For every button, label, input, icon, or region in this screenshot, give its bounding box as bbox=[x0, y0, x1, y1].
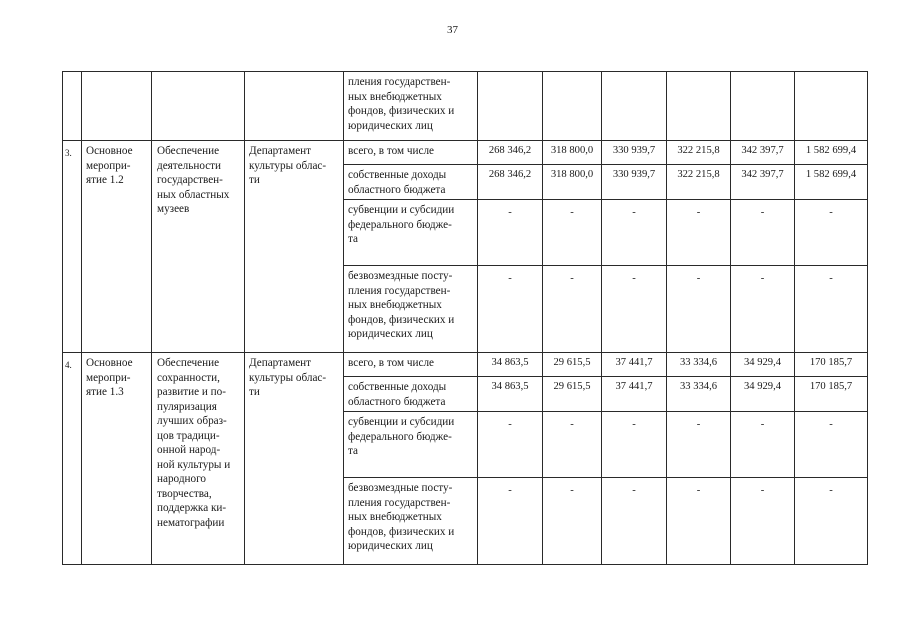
activity-description: Обеспечение деятельности государствен- ных областных музеев bbox=[152, 141, 245, 353]
value-cell: - bbox=[667, 478, 731, 565]
row-index: 4. bbox=[63, 353, 82, 565]
value-cell: 268 346,2 bbox=[478, 165, 543, 200]
value-cell: 342 397,7 bbox=[731, 165, 795, 200]
value-cell: 330 939,7 bbox=[602, 165, 667, 200]
table-row bbox=[63, 353, 868, 377]
value-cell: - bbox=[478, 266, 543, 353]
value-cell: 318 800,0 bbox=[543, 141, 602, 165]
value-cell: 34 863,5 bbox=[478, 353, 543, 377]
value-cell: 37 441,7 bbox=[602, 377, 667, 412]
table-row bbox=[63, 141, 868, 165]
value-cell: - bbox=[667, 412, 731, 478]
value-cell: 170 185,7 bbox=[795, 353, 868, 377]
value-cell: - bbox=[602, 266, 667, 353]
row-index: 3. bbox=[63, 141, 82, 353]
value-cell: 37 441,7 bbox=[602, 353, 667, 377]
budget-table bbox=[62, 71, 868, 565]
value-cell bbox=[543, 72, 602, 141]
value-cell: - bbox=[795, 266, 868, 353]
value-cell: 29 615,5 bbox=[543, 377, 602, 412]
value-cell: - bbox=[667, 200, 731, 266]
index-cell bbox=[63, 72, 82, 141]
funding-source: всего, в том числе bbox=[344, 353, 478, 377]
value-cell: 342 397,7 bbox=[731, 141, 795, 165]
value-cell: - bbox=[478, 478, 543, 565]
activity-name: Основное меропри- ятие 1.2 bbox=[82, 141, 152, 353]
source-cell: пления государствен- ных внебюджетных фондов, физических и юридических лиц bbox=[344, 72, 478, 141]
executor-cell bbox=[245, 72, 344, 141]
value-cell: 322 215,8 bbox=[667, 165, 731, 200]
value-cell bbox=[795, 72, 868, 141]
funding-source: безвозмездные посту- пления государствен- ных внебюджетных фондов, физических и юридических лиц bbox=[344, 266, 478, 353]
value-cell: 33 334,6 bbox=[667, 377, 731, 412]
value-cell: - bbox=[667, 266, 731, 353]
funding-source: собственные доходы областного бюджета bbox=[344, 377, 478, 412]
value-cell: 34 863,5 bbox=[478, 377, 543, 412]
funding-source: всего, в том числе bbox=[344, 141, 478, 165]
value-cell: - bbox=[731, 266, 795, 353]
funding-source: безвозмездные посту- пления государствен- ных внебюджетных фондов, физических и юридических лиц bbox=[344, 478, 478, 565]
value-cell: 322 215,8 bbox=[667, 141, 731, 165]
value-cell: 34 929,4 bbox=[731, 377, 795, 412]
value-cell: - bbox=[478, 412, 543, 478]
value-cell: - bbox=[602, 478, 667, 565]
value-cell: 33 334,6 bbox=[667, 353, 731, 377]
value-cell: - bbox=[795, 412, 868, 478]
value-cell bbox=[602, 72, 667, 141]
funding-source: собственные доходы областного бюджета bbox=[344, 165, 478, 200]
value-cell bbox=[667, 72, 731, 141]
value-cell: 29 615,5 bbox=[543, 353, 602, 377]
value-cell: - bbox=[602, 412, 667, 478]
page-number: 37 bbox=[447, 24, 458, 36]
value-cell: - bbox=[478, 200, 543, 266]
value-cell: - bbox=[602, 200, 667, 266]
activity-description: Обеспечение сохранности, развитие и по- пуляризация лучших образ- цов традици- онной народ- ной культуры и народного творчества, поддержка ки- нематографии bbox=[152, 353, 245, 565]
value-cell: 34 929,4 bbox=[731, 353, 795, 377]
value-cell: 318 800,0 bbox=[543, 165, 602, 200]
table-body bbox=[63, 72, 868, 565]
value-cell: - bbox=[543, 478, 602, 565]
value-cell bbox=[731, 72, 795, 141]
value-cell: - bbox=[795, 478, 868, 565]
funding-source: субвенции и субсидии федерального бюдже- та bbox=[344, 200, 478, 266]
value-cell: 330 939,7 bbox=[602, 141, 667, 165]
value-cell bbox=[478, 72, 543, 141]
funding-source: субвенции и субсидии федерального бюдже- та bbox=[344, 412, 478, 478]
executor-name: Департамент культуры облас- ти bbox=[245, 141, 344, 353]
activity-name: Основное меропри- ятие 1.3 bbox=[82, 353, 152, 565]
value-cell: - bbox=[795, 200, 868, 266]
value-cell: - bbox=[731, 200, 795, 266]
value-cell: - bbox=[731, 412, 795, 478]
description-cell bbox=[152, 72, 245, 141]
value-cell: 170 185,7 bbox=[795, 377, 868, 412]
value-cell: - bbox=[731, 478, 795, 565]
value-cell: 268 346,2 bbox=[478, 141, 543, 165]
value-cell: 1 582 699,4 bbox=[795, 165, 868, 200]
continuation-row bbox=[63, 72, 868, 141]
value-cell: - bbox=[543, 412, 602, 478]
executor-name: Департамент культуры облас- ти bbox=[245, 353, 344, 565]
value-cell: 1 582 699,4 bbox=[795, 141, 868, 165]
name-cell bbox=[82, 72, 152, 141]
value-cell: - bbox=[543, 266, 602, 353]
value-cell: - bbox=[543, 200, 602, 266]
